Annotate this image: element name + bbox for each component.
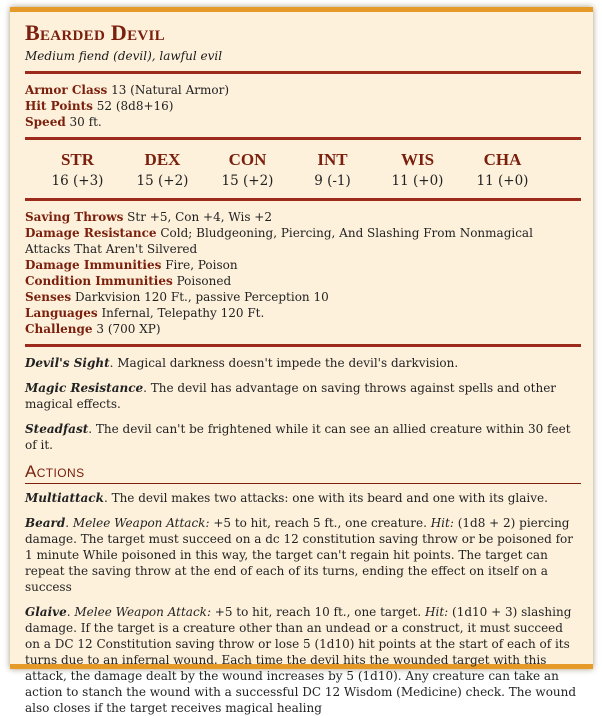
speed-label: Speed [25,115,66,129]
action-text: . The devil makes two attacks: one with its beard and one with its glaive. [103,491,548,505]
ability-cha [460,150,545,191]
challenge-line [25,321,581,337]
action-title: Multiattack [25,491,104,505]
attack-text: +5 to hit, reach 5 ft., one creature. [209,516,431,530]
hit-points-line [25,98,581,114]
speed-value: 30 ft. [69,115,102,129]
hit-points-label: Hit Points [25,99,93,113]
divider [25,137,581,140]
trait-magic-resistance [25,380,581,412]
action-glaive: Glaive. Melee Weapon Attack: +5 to hit, reach 10 ft., one target. Hit: (1d10 + 3) slashing damage. If the target is a creature other than an undead or a construct, it must succeed on a DC 12 Constitution saving throw or lose 5 (1d10) hit points at the start of each of its turns due to an infernal wound. Each time the devil hits the wounded target with this attack, the damage dealt by the wound increases by 5 (1d10). Any creature can take an action to stanch the wound with a successful DC 12 Wisdom (Medicine) check. The wound also closes if the target receives magical healing [25,605,577,715]
divider [25,344,581,347]
damage-resistance-label: Damage Resistance [25,226,157,240]
trait-title: Devil's Sight [25,356,110,370]
action-title: Glaive [25,605,67,619]
basics-section [25,82,581,130]
ability-name: DEX [144,150,181,169]
trait-text: . The devil has advantage on saving throws against spells and other magical effects. [25,381,557,411]
stat-block [10,7,593,715]
ability-value: 11 (+0) [476,173,529,189]
ability-con [205,150,290,191]
traits-section [25,355,581,453]
action-text: (1d10 + 3) slashing damage. If the target is a creature other than an undead or a construct, it must succeed on a DC 12 Constitution saving throw or lose 5 (1d10) hit points at the start of each of its turns due to an infernal wound. Each time the devil hits the wounded target with this attack, the damage dealt by the wound increases by 5 (1d10). Any creature can take an action to stanch the wound with a successful DC 12 Wisdom (Medicine) check. The wound also closes if the target receives magical healing [25,605,577,715]
ability-value: 15 (+2) [136,173,189,189]
ability-dex [120,150,205,191]
ability-value: 9 (-1) [314,173,351,189]
trait-devils-sight [25,355,581,371]
action-beard: Beard. Melee Weapon Attack: +5 to hit, reach 5 ft., one creature. Hit: (1d8 + 2) piercing damage. The target must succeed on a dc 12 constitution saving throw or be poisoned for 1 minute While poisoned in this way, the target can't regain hit points. The target can repeat the saving throw at the end of each of its turns, ending the effect on itself on a success [25,516,573,594]
actions-heading: Actions [25,462,581,484]
trait-text: . The devil can't be frightened while it can see an allied creature within 30 feet of it. [25,422,571,452]
ability-str [35,150,120,191]
hit-label: Hit: [425,605,449,619]
actions-section [25,490,581,716]
ability-value: 16 (+3) [51,173,104,189]
action-multiattack [25,490,581,506]
hit-label: Hit: [430,516,454,530]
challenge-value: 3 (700 XP) [96,322,161,336]
ability-name: CHA [483,150,522,169]
trait-steadfast [25,421,581,453]
attack-type: Melee Weapon Attack: [74,605,211,619]
divider [25,71,581,74]
damage-immunities-value: Fire, Poison [165,258,238,272]
ability-wis [375,150,460,191]
ability-scores [25,150,581,191]
action-text: (1d8 + 2) piercing damage. The target must succeed on a dc 12 constitution saving throw or be poisoned for 1 minute While poisoned in this way, the target can't regain hit points. The target can repeat the saving throw at the end of each of its turns, ending the effect on itself on a success [25,516,573,594]
saving-throws-label: Saving Throws [25,210,124,224]
armor-class-label: Armor Class [25,83,108,97]
armor-class-line [25,82,581,98]
challenge-label: Challenge [25,322,93,336]
attack-type: Melee Weapon Attack: [72,516,210,530]
condition-immunities-label: Condition Immunities [25,274,173,288]
ability-value: 11 (+0) [391,173,444,189]
ability-value: 15 (+2) [221,173,274,189]
trait-title: Steadfast [25,422,89,436]
ability-name: INT [317,150,348,169]
hit-points-value: 52 (8d8+16) [96,99,174,113]
action-title: Beard [25,516,66,530]
properties-section [25,209,581,337]
damage-immunities-label: Damage Immunities [25,258,162,272]
damage-immunities-line [25,257,581,273]
condition-immunities-value: Poisoned [176,274,232,288]
damage-resistance-line [25,225,581,257]
saving-throws-line [25,209,581,225]
armor-class-value: 13 (Natural Armor) [111,83,229,97]
senses-line [25,289,581,305]
speed-line [25,114,581,130]
ability-name: WIS [400,150,435,169]
senses-label: Senses [25,290,72,304]
monster-name: Bearded Devil [25,20,165,45]
languages-line [25,305,581,321]
attack-text: +5 to hit, reach 10 ft., one target. [210,605,426,619]
divider [25,198,581,201]
languages-label: Languages [25,306,98,320]
senses-value: Darkvision 120 Ft., passive Perception 10 [75,290,329,304]
ability-name: CON [228,150,267,169]
languages-value: Infernal, Telepathy 120 Ft. [101,306,265,320]
ability-name: STR [60,150,95,169]
saving-throws-value: Str +5, Con +4, Wis +2 [127,210,272,224]
monster-type: Medium fiend (devil), lawful evil [25,49,223,63]
ability-int [290,150,375,191]
condition-immunities-line [25,273,581,289]
trait-text: . Magical darkness doesn't impede the devil's darkvision. [109,356,459,370]
damage-resistance-value: Cold; Bludgeoning, Piercing, And Slashing From Nonmagical Attacks That Aren't Silvered [25,226,533,256]
trait-title: Magic Resistance [25,381,144,395]
